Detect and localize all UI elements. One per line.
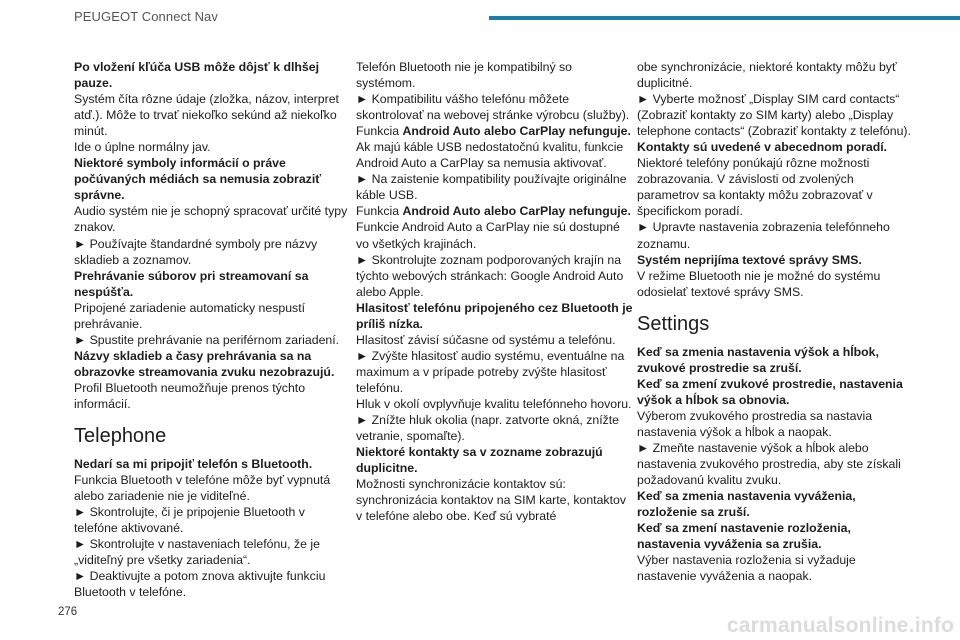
paragraph: Hluk v okolí ovplyvňuje kvalitu telefónneho hovoru.: [356, 396, 632, 411]
paragraph: Funkcie Android Auto a CarPlay nie sú dostupné vo všetkých krajinách.: [356, 220, 620, 251]
paragraph: Výber nastavenia rozloženia si vyžaduje nastavenie vyváženia a naopak.: [637, 553, 856, 584]
bold-text: Android Auto alebo CarPlay nefunguje.: [402, 204, 631, 219]
running-header: PEUGEOT Connect Nav: [74, 9, 218, 24]
paragraph: Ak majú káble USB nedostatočnú kvalitu, funkcie Android Auto a CarPlay sa nemusia aktivovať.: [356, 140, 624, 171]
paragraph: [356, 123, 634, 139]
action-step: ► Deaktivujte a potom znova aktivujte funkciu Bluetooth v telefóne.: [74, 569, 326, 600]
problem-statement: Keď sa zmení zvukové prostredie, nastavenia výšok a hĺbok sa obnovia.: [637, 376, 903, 407]
paragraph: Ide o úplne normálny jav.: [74, 140, 211, 155]
column-1: [74, 59, 352, 600]
problem-statement: Niektoré symboly informácií o práve počúvaných médiách sa nemusia zobraziť správne.: [74, 156, 322, 203]
action-step: ► Zmeňte nastavenie výšok a hĺbok alebo nastavenia zvukového prostredia, aby ste získali požadovanú kvalitu zvuku.: [637, 440, 901, 488]
paragraph: Systém číta rôzne údaje (zložka, názov, interpret atď.). Môže to trvať niekoľko sekúnd až niekoľko minút.: [74, 92, 339, 139]
header-accent-bar: [489, 16, 960, 20]
action-step: ► Skontrolujte v nastaveniach telefónu, že je „viditeľný pre všetky zariadenia“.: [74, 537, 320, 568]
action-step: ► Na zaistenie kompatibility používajte originálne káble USB.: [356, 172, 627, 203]
section-heading: Telephone: [74, 425, 167, 448]
column-2: [356, 59, 634, 524]
paragraph: Hlasitosť závisí súčasne od systému a telefónu.: [356, 332, 616, 347]
problem-statement: Kontakty sú uvedené v abecednom poradí.: [637, 140, 888, 155]
action-step: ► Kompatibilitu vášho telefónu môžete skontrolovať na webovej stránke výrobcu (služby).: [356, 92, 630, 123]
paragraph: Možnosti synchronizácie kontaktov sú: synchronizácia kontaktov na SIM karte, kontaktov v telefóne alebo obe. Keď sú vybraté: [356, 477, 626, 524]
action-step: ► Spustite prehrávanie na periférnom zariadení.: [74, 332, 340, 347]
paragraph: Telefón Bluetooth nie je kompatibilný so systémom.: [356, 60, 573, 91]
paragraph: obe synchronizácie, niektoré kontakty môžu byť duplicitné.: [637, 60, 897, 91]
text-span: Funkcia: [356, 204, 403, 219]
action-step: ► Upravte nastavenia zobrazenia telefónneho zoznamu.: [637, 220, 890, 251]
action-step: ► Vyberte možnosť „Display SIM card contacts“ (Zobraziť kontakty zo SIM karty) alebo „Display telephone contacts“ (Zobraziť kontakty z telefónu).: [637, 92, 911, 139]
action-step: ► Skontrolujte zoznam podporovaných krajín na týchto webových stránkach: Google Android Auto alebo Apple.: [356, 252, 624, 299]
problem-statement: Názvy skladieb a časy prehrávania sa na obrazovke streamovania zvuku nezobrazujú.: [74, 348, 335, 379]
column-3: [637, 59, 915, 584]
watermark: carmanualsonline.info: [726, 614, 954, 637]
problem-statement: Keď sa zmenia nastavenia výšok a hĺbok, zvukové prostredie sa zruší.: [637, 344, 879, 375]
action-step: ► Používajte štandardné symboly pre názvy skladieb a zoznamov.: [74, 236, 318, 267]
problem-statement: Systém neprijíma textové správy SMS.: [637, 252, 862, 267]
problem-statement: Prehrávanie súborov pri streamovaní sa nespúšťa.: [74, 268, 309, 299]
action-step: ► Zvýšte hlasitosť audio systému, eventuálne na maximum a v prípade potreby zvýšte hlasitosť telefónu.: [356, 348, 625, 395]
problem-statement: Keď sa zmenia nastavenia vyváženia, rozloženie sa zruší.: [637, 489, 856, 520]
problem-statement: Keď sa zmení nastavenie rozloženia, nastavenia vyváženia sa zrušia.: [637, 521, 851, 552]
paragraph: Funkcia Bluetooth v telefóne môže byť vypnutá alebo zariadenie nie je viditeľné.: [74, 473, 331, 504]
action-step: ► Znížte hluk okolia (napr. zatvorte okná, znížte vetranie, spomaľte).: [356, 413, 620, 444]
paragraph: [356, 203, 634, 219]
page-number: 276: [58, 606, 78, 618]
problem-statement: Nedarí sa mi pripojiť telefón s Bluetooth.: [74, 457, 313, 472]
paragraph: Audio systém nie je schopný spracovať určité typy znakov.: [74, 204, 348, 235]
paragraph: V režime Bluetooth nie je možné do systému odosielať textové správy SMS.: [637, 268, 881, 299]
bold-text: Android Auto alebo CarPlay nefunguje.: [402, 124, 631, 139]
paragraph: Výberom zvukového prostredia sa nastavia nastavenia výšok a hĺbok a naopak.: [637, 408, 873, 439]
action-step: ► Skontrolujte, či je pripojenie Bluetooth v telefóne aktivované.: [74, 505, 305, 536]
section-heading: Settings: [637, 312, 710, 335]
problem-statement: Hlasitosť telefónu pripojeného cez Bluetooth je príliš nízka.: [356, 300, 633, 331]
problem-statement: Niektoré kontakty sa v zozname zobrazujú duplicitne.: [356, 445, 603, 476]
problem-statement: Po vložení kľúča USB môže dôjsť k dlhšej pauze.: [74, 60, 320, 91]
paragraph: Pripojené zariadenie automaticky nespustí prehrávanie.: [74, 300, 306, 331]
text-span: Funkcia: [356, 124, 403, 139]
paragraph: Profil Bluetooth neumožňuje prenos týchto informácií.: [74, 380, 306, 411]
paragraph: Niektoré telefóny ponúkajú rôzne možnosti zobrazovania. V závislosti od zvolených parametrov sa kontakty môžu zobrazovať v špecifickom poradí.: [637, 156, 873, 219]
